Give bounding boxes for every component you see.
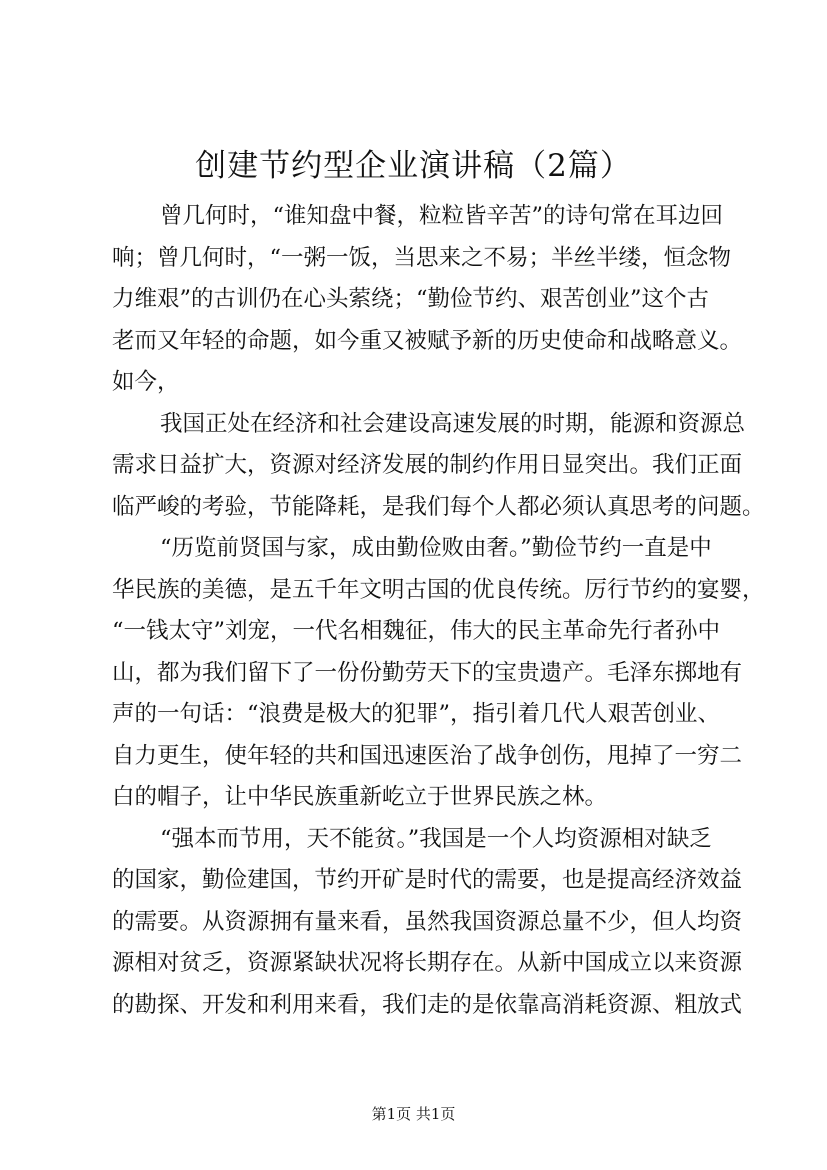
text-line: “历览前贤国与家，成由勤俭败由奢。”勤俭节约一直是中: [160, 535, 712, 561]
text-line: 需求日益扩大，资源对经济发展的制约作用日显突出。我们正面: [112, 452, 743, 478]
text-line: 的需要。从资源拥有量来看，虽然我国资源总量不少，但人均资: [112, 908, 743, 935]
document-title: 创建节约型企业演讲稿（2篇）: [195, 148, 632, 184]
text-line: 力维艰”的古训仍在心头萦绕；“勤俭节约、艰苦创业”这个古: [112, 286, 710, 312]
text-line: 声的一句话：“浪费是极大的犯罪”，指引着几代人艰苦创业、: [112, 701, 721, 727]
text-line: 如今，: [112, 369, 180, 395]
text-line: 山，都为我们留下了一份份勤劳天下的宝贵遗产。毛泽东掷地有: [112, 659, 743, 686]
text-line: 自力更生，使年轻的共和国迅速医治了战争创伤，甩掉了一穷二: [112, 742, 743, 769]
text-line: 华民族的美德，是五千年文明古国的优良传统。厉行节约的宴婴，: [112, 576, 765, 603]
paragraph-3: [112, 528, 765, 819]
text-line: 的勘探、开发和利用来看，我们走的是依靠高消耗资源、粗放式: [112, 991, 743, 1018]
text-line: 响；曾几何时，“一粥一饭，当思来之不易；半丝半缕，恒念物: [112, 244, 732, 271]
text-line: 的国家，勤俭建国，节约开矿是时代的需要，也是提高经济效益: [112, 867, 743, 893]
text-line: “一钱太守”刘宠，一代名相魏征，伟大的民主革命先行者孙中: [112, 618, 721, 644]
text-line: 我国正处在经济和社会建设高速发展的时期，能源和资源总: [160, 410, 746, 437]
paragraph-2: [112, 404, 765, 529]
page-footer: 第1页 共1页: [371, 1105, 456, 1123]
text-line: 曾几何时，“谁知盘中餐，粒粒皆辛苦”的诗句常在耳边回: [160, 203, 724, 229]
text-line: 临严峻的考验，节能降耗，是我们每个人都必须认真思考的问题。: [112, 493, 765, 520]
paragraph-4: [112, 819, 742, 1027]
document-body: [112, 196, 765, 1026]
text-line: “强本而节用，天不能贫。”我国是一个人均资源相对缺乏: [160, 825, 712, 852]
text-line: 老而又年轻的命题，如今重又被赋予新的历史使命和战略意义。: [112, 327, 743, 354]
text-line: 白的帽子，让中华民族重新屹立于世界民族之林。: [112, 784, 608, 810]
paragraph-1: [112, 196, 742, 404]
text-line: 源相对贫乏，资源紧缺状况将长期存在。从新中国成立以来资源: [112, 950, 743, 976]
